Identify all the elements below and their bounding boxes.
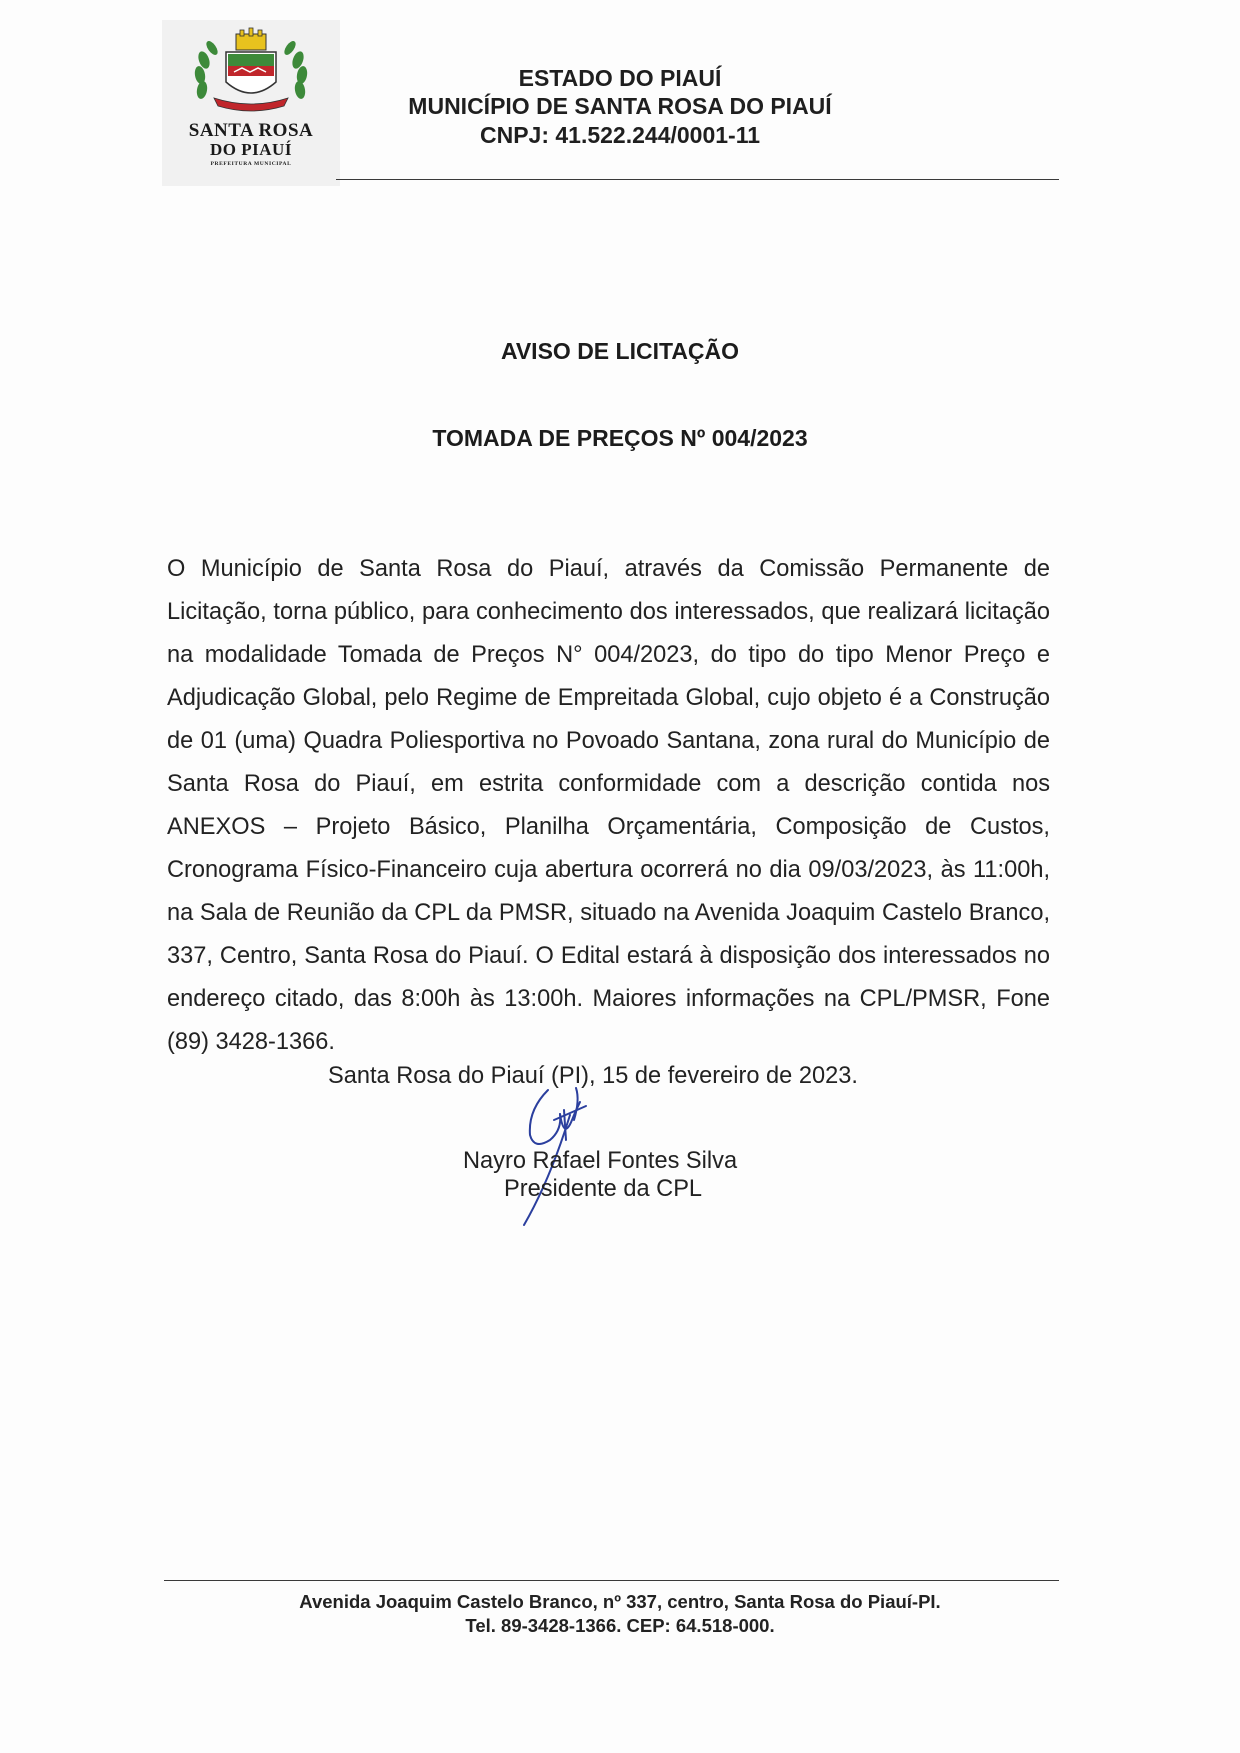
signer-role: Presidente da CPL xyxy=(504,1176,703,1202)
header-divider xyxy=(336,179,1059,180)
footer-contact: Tel. 89-3428-1366. CEP: 64.518-000. xyxy=(465,1615,775,1636)
document-title: AVISO DE LICITAÇÃO xyxy=(500,338,740,364)
footer-address: Avenida Joaquim Castelo Branco, nº 337, centro, Santa Rosa do Piauí-PI. xyxy=(299,1591,941,1612)
crest-emblem-icon xyxy=(162,20,340,120)
logo-title-line1: SANTA ROSA xyxy=(188,120,314,141)
header-state: ESTADO DO PIAUÍ xyxy=(518,65,722,91)
place-date: Santa Rosa do Piauí (PI), 15 de fevereiro de 2023. xyxy=(328,1063,858,1089)
logo-title-line2: DO PIAUÍ xyxy=(210,140,292,159)
notice-body: O Município de Santa Rosa do Piauí, através da Comissão Permanente de Licitação, torna público, para conhecimento dos interessados, que realizará licitação na modalidade Tomada de Preços N° 004/2023, do tipo do tipo Menor Preço e Adjudicação Global, pelo Regime de Empreitada Global, cujo objeto é a Construção de 01 (uma) Quadra Poliesportiva no Povoado Santana, zona rural do Município de Santa Rosa do Piauí, em estrita conformidade com a descrição contida nos ANEXOS – Projeto Básico, Planilha Orçamentária, Composição de Custos, Cronograma Físico-Financeiro cuja abertura ocorrerá no dia 09/03/2023, às 11:00h, na Sala de Reunião da CPL da PMSR, situado na Avenida Joaquim Castelo Branco, 337, Centro, Santa Rosa do Piauí. O Edital estará à disposição dos interessados no endereço citado, das 8:00h às 13:00h. Maiores informações na CPL/PMSR, Fone (89) 3428-1366. xyxy=(167,556,1050,1055)
header-municipality: MUNICÍPIO DE SANTA ROSA DO PIAUÍ xyxy=(408,93,832,119)
municipal-logo xyxy=(162,20,340,186)
logo-subtitle: PREFEITURA MUNICIPAL xyxy=(210,161,292,167)
document-subtitle: TOMADA DE PREÇOS Nº 004/2023 xyxy=(432,425,808,451)
signer-name: Nayro Rafael Fontes Silva xyxy=(463,1148,738,1174)
header-cnpj: CNPJ: 41.522.244/0001-11 xyxy=(479,122,761,148)
footer-divider xyxy=(164,1580,1059,1581)
